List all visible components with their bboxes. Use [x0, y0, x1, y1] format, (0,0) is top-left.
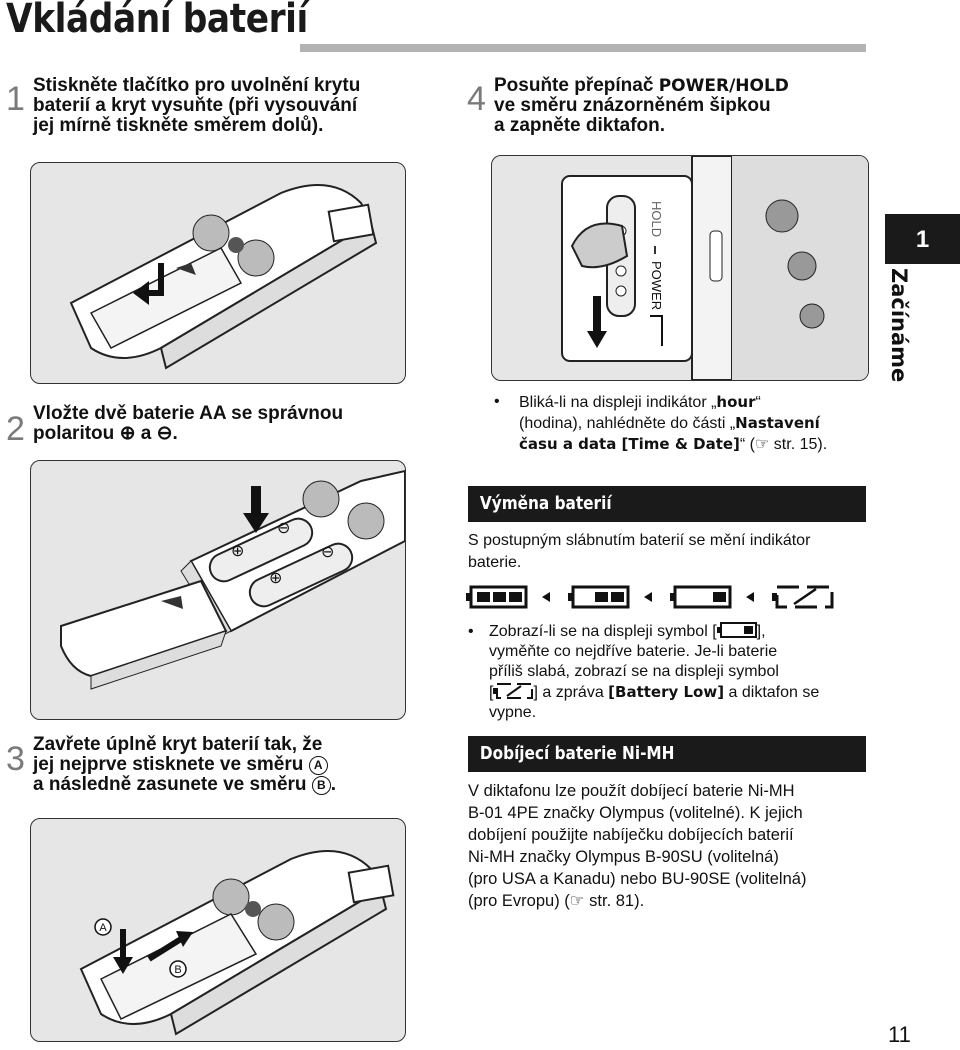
plus-symbol: ⊕	[119, 423, 136, 444]
battery-change-line1: S postupným slábnutím baterií se mění indikátor	[468, 532, 811, 549]
note-hour-ref: “ (☞ str. 15).	[739, 436, 828, 453]
step-3-line1: Zavřete úplně kryt baterií tak, že	[33, 734, 323, 755]
battery-change-line2: baterie.	[468, 554, 522, 571]
step-3-end: .	[330, 774, 337, 795]
nimh-line: V diktafonu lze použít dobíjecí baterie Ni-MH	[468, 782, 795, 800]
nimh-line: Ni-MH značky Olympus B-90SU (volitelná)	[468, 848, 779, 866]
note-bullet: •	[468, 623, 474, 640]
and-word: a	[140, 423, 152, 444]
step-1-line: Stiskněte tlačítko pro uvolnění krytu	[33, 75, 361, 96]
step-4-line3: a zapněte diktafon.	[494, 115, 666, 136]
nimh-paragraph	[468, 780, 806, 912]
arrow-right-icon	[542, 592, 550, 602]
power-hold-key: POWER/HOLD	[658, 76, 789, 96]
battery-empty-inline-icon	[493, 683, 533, 699]
power-label: POWER	[649, 261, 664, 311]
step-3-line3: a následně zasunete ve směru	[33, 774, 307, 795]
battery-indicator-sequence	[466, 584, 866, 612]
battery-low-icon	[670, 587, 730, 607]
step-3-line2: jej nejprve stisknete ve směru	[33, 754, 304, 775]
note-hour-line2: (hodina), nahlédněte do části „	[519, 415, 736, 432]
arrow-b-label: B	[174, 964, 182, 976]
step-2-text	[33, 404, 343, 444]
battery-two-thirds-icon	[568, 587, 628, 607]
arrow-a-label: A	[99, 922, 107, 934]
battery-note-bracket: [	[489, 684, 494, 701]
chapter-label-tab	[883, 268, 913, 383]
step-3-text	[33, 735, 336, 795]
hour-keyword: hour	[716, 393, 756, 411]
recorder-close-drawing	[31, 819, 405, 1041]
minus-symbol: ⊖	[156, 423, 173, 444]
illustration-open-cover	[30, 162, 406, 384]
step-2-line1: Vložte dvě baterie AA se správnou	[33, 403, 344, 424]
note-hour-quote: “	[755, 394, 761, 411]
step-4-line2: ve směru znázorněném šipkou	[494, 95, 771, 116]
battery-note-line4-end: a diktafon se	[728, 684, 820, 701]
svg-text:⊕: ⊕	[269, 568, 283, 587]
illustration-close-cover	[30, 818, 406, 1042]
section-heading-nimh	[468, 736, 866, 772]
title-rule	[300, 44, 866, 52]
page-number: 11	[888, 1022, 911, 1047]
battery-note-line3: příliš slabá, zobrazí se na displeji symbol	[489, 663, 779, 680]
step-4-number: 4	[467, 80, 486, 118]
chapter-number-tab: 1	[885, 214, 960, 264]
battery-full-icon	[466, 587, 526, 607]
step-4-text	[494, 76, 789, 136]
battery-low-inline-icon	[717, 622, 757, 638]
svg-text:⊖: ⊖	[277, 518, 291, 537]
battery-note-bracket: ],	[756, 623, 766, 640]
section-heading-text: Výměna baterií	[479, 493, 612, 514]
note-bullet: •	[494, 393, 500, 410]
battery-note-line2: vyměňte co nejdříve baterie. Je-li baterie	[489, 643, 778, 660]
power-switch-drawing	[492, 156, 868, 380]
battery-low-keyword: [Battery Low]	[608, 683, 725, 701]
step-4-line1: Posuňte přepínač	[494, 75, 654, 96]
step-2-line2: polaritou	[33, 423, 115, 444]
battery-change-paragraph	[468, 530, 810, 574]
battery-note-line1: Zobrazí-li se na displeji symbol [	[489, 623, 717, 640]
battery-note-line5: vypne.	[489, 704, 537, 721]
nimh-line: B-01 4PE značky Olympus (volitelné). K jejich	[468, 804, 803, 822]
recorder-open-drawing	[31, 163, 405, 383]
svg-text:⊕: ⊕	[231, 541, 245, 560]
direction-a-label: A	[309, 756, 328, 775]
step-1-line: baterií a kryt vysuňte (při vysouvání	[33, 95, 358, 116]
nimh-line: dobíjení použijte nabíječku dobíjecích baterií	[468, 826, 794, 844]
arrow-right-icon	[746, 592, 754, 602]
time-date-keyword: času a data [Time & Date]	[519, 435, 740, 453]
step-2-end: .	[172, 423, 178, 444]
svg-text:⊖: ⊖	[321, 542, 335, 561]
step-2-number: 2	[6, 410, 25, 448]
step-1-number: 1	[6, 80, 25, 118]
step-3-number: 3	[6, 740, 25, 778]
illustration-power-switch	[491, 155, 869, 381]
nimh-line: (pro USA a Kanadu) nebo BU-90SE (volitelná)	[468, 870, 807, 888]
note-hour-line1: Bliká-li na displeji indikátor „	[519, 394, 717, 411]
hold-label: HOLD	[649, 201, 664, 238]
battery-empty-icon	[772, 587, 832, 607]
illustration-insert-batteries	[30, 460, 406, 720]
nimh-line: (pro Evropu) (☞ str. 81).	[468, 892, 645, 910]
chapter-label: Začínáme	[887, 268, 911, 383]
arrow-right-icon	[644, 592, 652, 602]
step-1-text	[33, 76, 360, 136]
direction-b-label: B	[312, 776, 331, 795]
batteries-drawing	[31, 461, 405, 719]
page-title: Vkládání baterií	[6, 0, 308, 42]
note-hour	[494, 392, 827, 455]
step-1-line: jej mírně tiskněte směrem dolů).	[33, 115, 324, 136]
settings-keyword: Nastavení	[735, 414, 820, 432]
section-heading-battery-change	[468, 486, 866, 522]
section-heading-text: Dobíjecí baterie Ni-MH	[479, 743, 675, 764]
battery-note-line4: ] a zpráva	[533, 684, 604, 701]
battery-note	[468, 622, 819, 723]
